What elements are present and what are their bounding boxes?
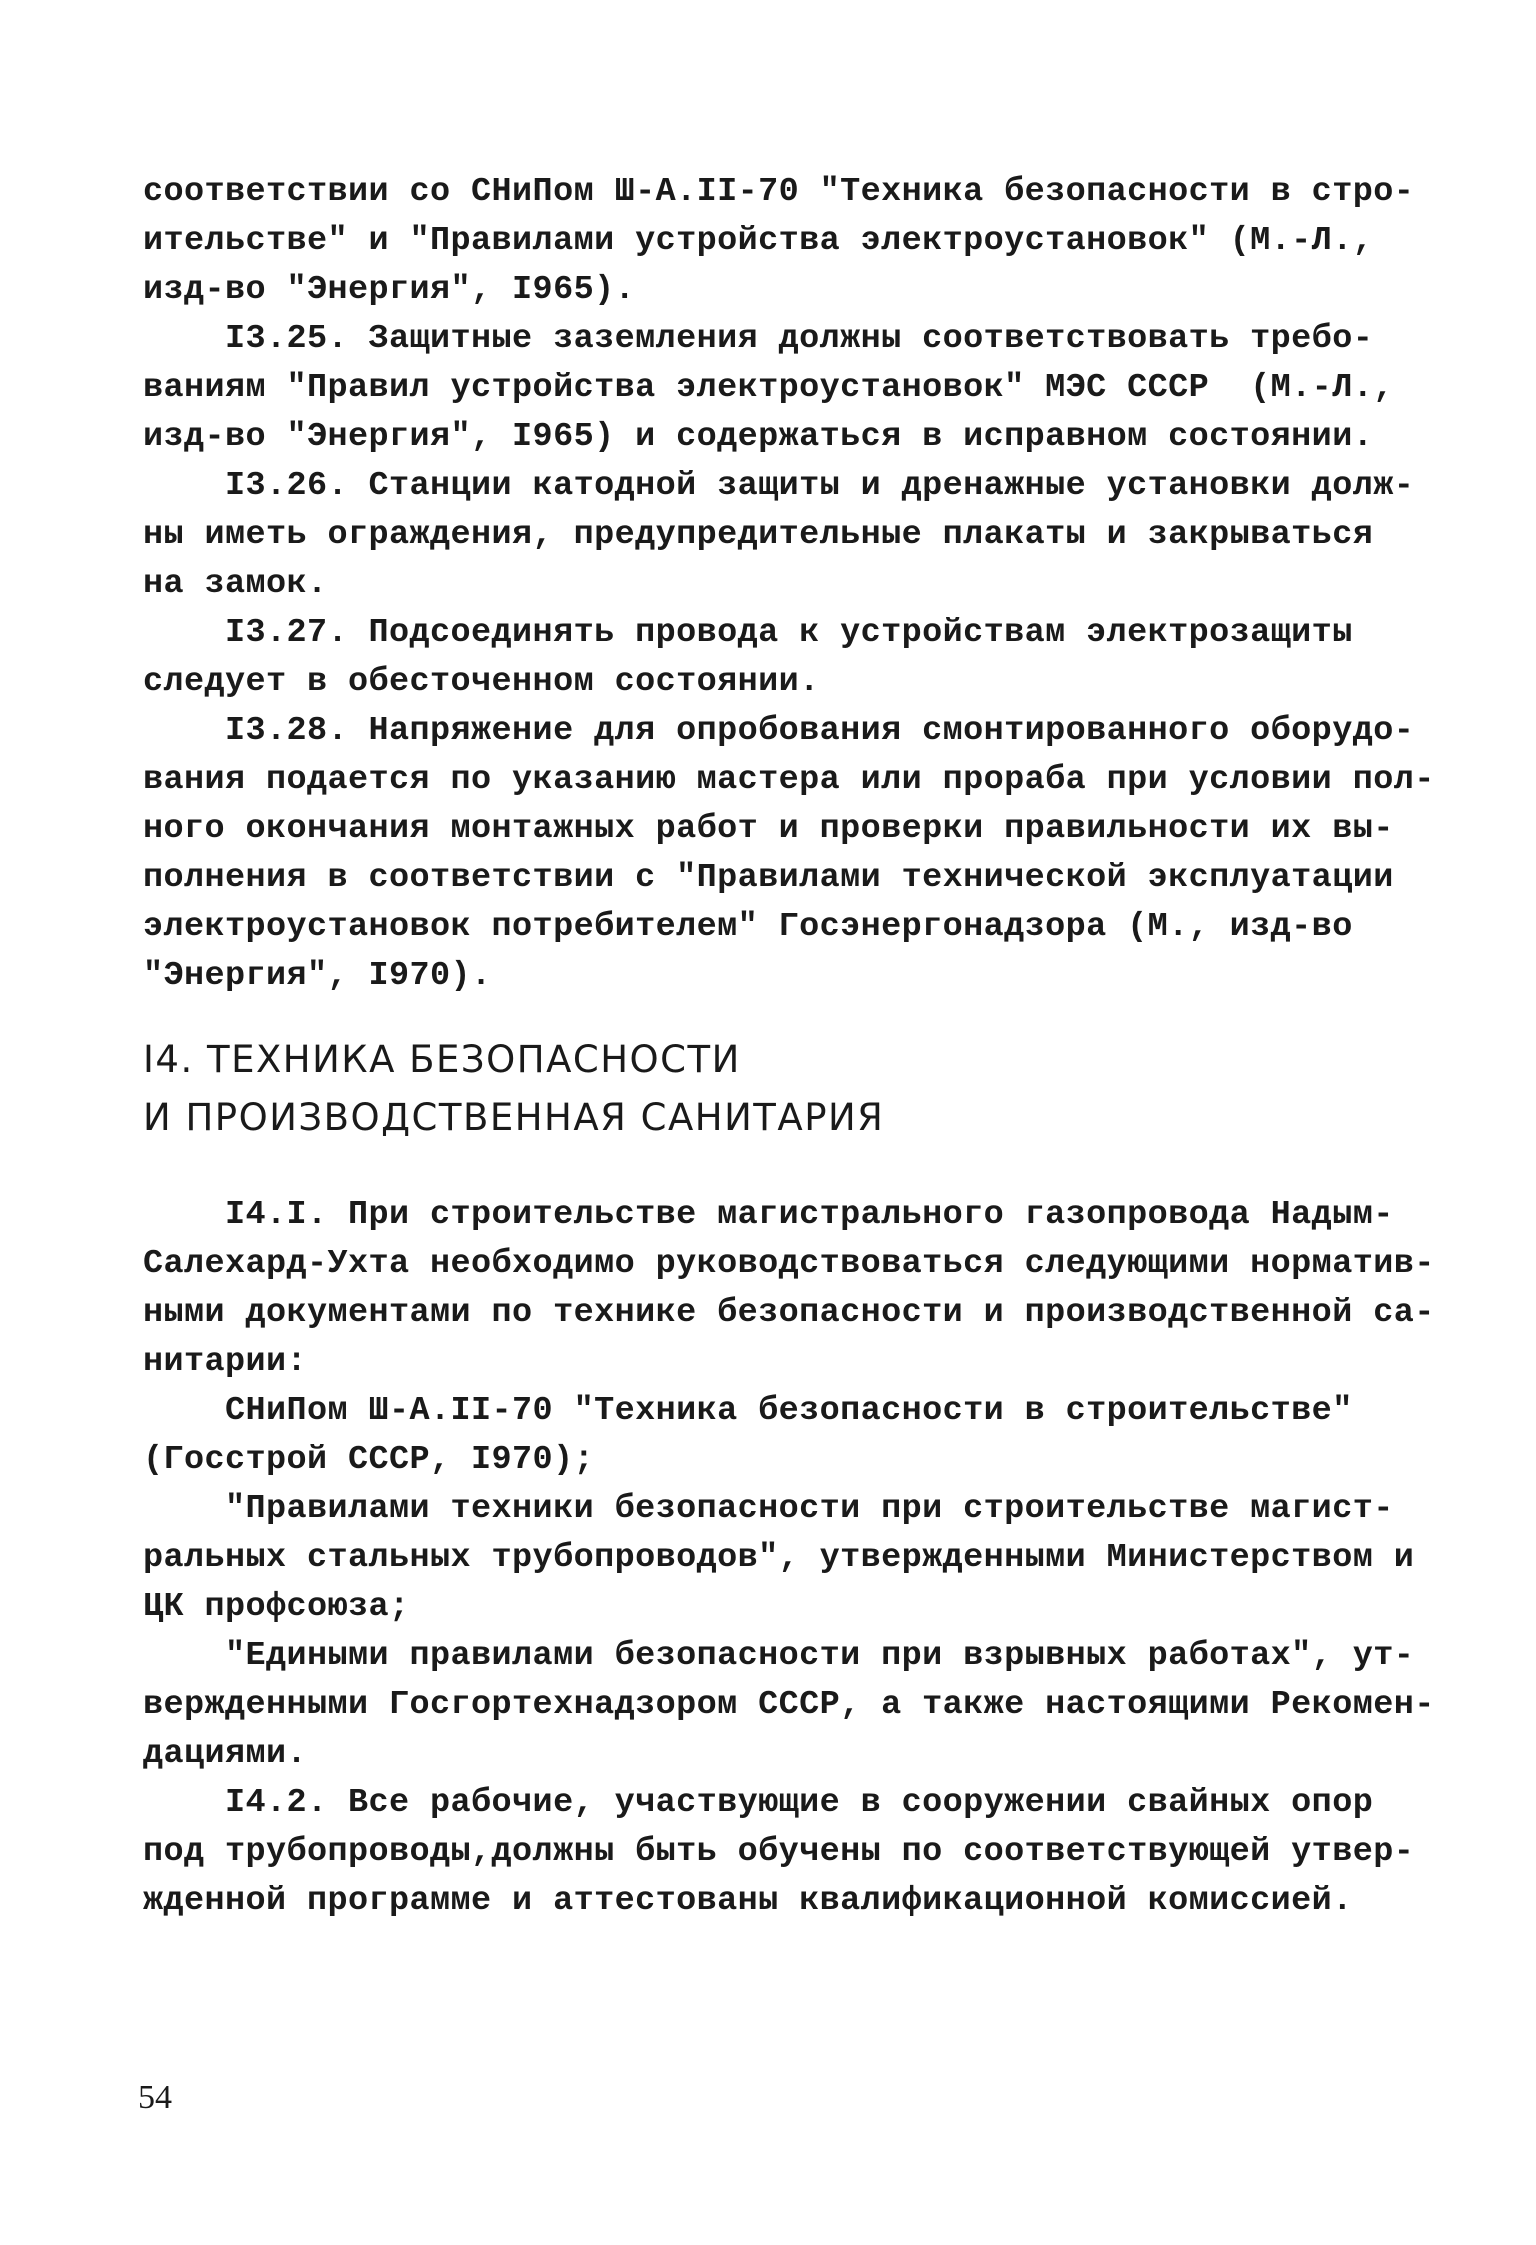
text-line: Салехард-Ухта необходимо руководствоваться следующими норматив-: [143, 1245, 1435, 1283]
text-line: ны иметь ограждения, предупредительные плакаты и закрываться: [143, 516, 1374, 554]
text-line: I4.I. При строительстве магистрального газопровода Надым-: [143, 1196, 1394, 1234]
text-line: нитарии:: [143, 1343, 308, 1381]
text-line: изд-во "Энергия", I965) и содержаться в исправном состоянии.: [143, 418, 1374, 456]
text-line: "Энергия", I970).: [143, 957, 492, 995]
text-line: СНиПом Ш-А.II-70 "Техника безопасности в строительстве": [143, 1392, 1353, 1430]
text-line: I4.2. Все рабочие, участвующие в сооружении свайных опор: [143, 1784, 1374, 1822]
text-line: ного окончания монтажных работ и проверки правильности их вы-: [143, 810, 1394, 848]
text-line: I3.26. Станции катодной защиты и дренажные установки долж-: [143, 467, 1415, 505]
text-line: дациями.: [143, 1735, 308, 1773]
text-line: жденной программе и аттестованы квалификационной комиссией.: [143, 1882, 1353, 1920]
text-line: I3.27. Подсоединять провода к устройствам электрозащиты: [143, 614, 1353, 652]
text-line: электроустановок потребителем" Госэнергонадзора (М., изд-во: [143, 908, 1353, 946]
text-line: I3.28. Напряжение для опробования смонтированного оборудо-: [143, 712, 1415, 750]
text-line: на замок.: [143, 565, 328, 603]
text-line: под трубопроводы,должны быть обучены по соответствующей утвер-: [143, 1833, 1415, 1871]
text-line: (Госстрой СССР, I970);: [143, 1441, 595, 1479]
text-line: ральных стальных трубопроводов", утвержденными Министерством и: [143, 1539, 1415, 1577]
section-heading: I4. ТЕХНИКА БЕЗОПАСНОСТИ: [143, 1038, 741, 1081]
text-line: вания подается по указанию мастера или прораба при условии пол-: [143, 761, 1435, 799]
text-line: полнения в соответствии с "Правилами технической эксплуатации: [143, 859, 1394, 897]
page-number: 54: [138, 2079, 172, 2116]
text-line: "Правилами техники безопасности при строительстве магист-: [143, 1490, 1394, 1528]
text-line: ЦК профсоюза;: [143, 1588, 410, 1626]
text-line: ваниям "Правил устройства электроустановок" МЭС СССР (М.-Л.,: [143, 369, 1394, 407]
text-line: ительстве" и "Правилами устройства электроустановок" (М.-Л.,: [143, 222, 1374, 260]
text-line: I3.25. Защитные заземления должны соответствовать требо-: [143, 320, 1374, 358]
text-line: ными документами по технике безопасности и производственной са-: [143, 1294, 1435, 1332]
text-line: соответствии со СНиПом Ш-А.II-70 "Техника безопасности в стро-: [143, 173, 1415, 211]
text-line: "Едиными правилами безопасности при взрывных работах", ут-: [143, 1637, 1415, 1675]
text-line: изд-во "Энергия", I965).: [143, 271, 636, 309]
section-heading: И ПРОИЗВОДСТВЕННАЯ САНИТАРИЯ: [143, 1096, 885, 1139]
text-line: следует в обесточенном состоянии.: [143, 663, 820, 701]
text-line: вержденными Госгортехнадзором СССР, а также настоящими Рекомен-: [143, 1686, 1435, 1724]
